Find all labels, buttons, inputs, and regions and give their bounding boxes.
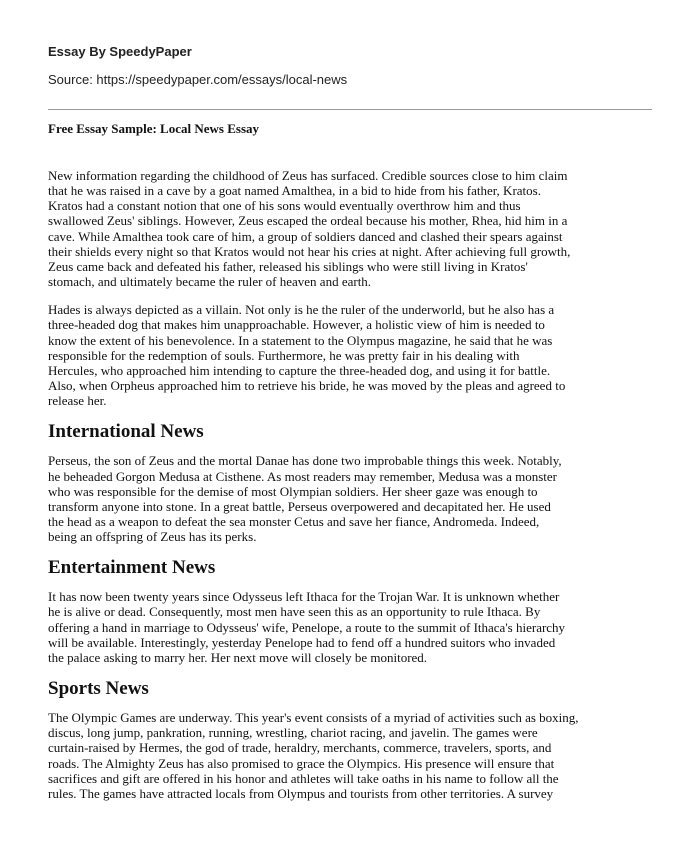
paragraph-line: he beheaded Gorgon Medusa at Cisthene. As most readers may remember, Medusa was a monster	[48, 468, 557, 484]
paragraph-line: transform anyone into stone. In a great battle, Perseus overpowered and decapitated her. He used	[48, 498, 551, 514]
paragraph-odysseus	[48, 589, 660, 665]
paragraph-line: swallowed Zeus' siblings. However, Zeus escaped the ordeal because his mother, Rhea, hid him in a	[48, 213, 568, 229]
paragraph-zeus-childhood	[48, 168, 660, 289]
paragraph-line: will be available. Interestingly, yesterday Penelope had to fend off a hundred suitors who invaded	[48, 634, 556, 650]
paragraph-line: that he was raised in a cave by a goat named Amalthea, in a bid to hide from his father, Kratos.	[48, 183, 541, 199]
paragraph-line: roads. The Almighty Zeus has also promised to grace the Olympics. His presence will ensure that	[48, 755, 555, 771]
paragraph-olympics	[48, 710, 660, 801]
heading-entertainment-news: Entertainment News	[48, 557, 216, 579]
essay-body	[48, 168, 660, 814]
paragraph-line: know the extent of his benevolence. In a statement to the Olympus magazine, he said that he was	[48, 332, 553, 348]
paragraph-line: their shields every night so that Kratos would not hear his cries at night. After achieving full growth,	[48, 243, 571, 259]
paragraph-line: discus, long jump, pankration, running, wrestling, chariot racing, and javelin. The games were	[48, 725, 538, 741]
paragraph-line: Hercules, who approached him intending to capture the three-headed dog, and using it for battle.	[48, 362, 551, 378]
paragraph-line: rules. The games have attracted locals from Olympus and tourists from other territories. A survey	[48, 785, 554, 801]
paragraph-line: Hades is always depicted as a villain. Not only is he the ruler of the underworld, but he also has a	[48, 302, 555, 318]
paragraph-line: the palace asking to marry her. Her next move will closely be monitored.	[48, 649, 428, 665]
paragraph-line: cave. While Amalthea took care of him, a group of soldiers danced and clashed their spears against	[48, 228, 563, 244]
paragraph-line: stomach, and ultimately became the ruler of heaven and earth.	[48, 274, 372, 290]
heading-international-news: International News	[48, 421, 204, 443]
paragraph-line: New information regarding the childhood of Zeus has surfaced. Credible sources close to him claim	[48, 168, 568, 183]
paragraph-line: Zeus came back and defeated his father, released his siblings who were still living in Kratos'	[48, 258, 528, 274]
paragraph-line: sacrifices and gift are offered in his honor and athletes will take oaths in his name to follow all the	[48, 770, 559, 786]
header-divider	[48, 109, 652, 110]
paragraph-line: he is alive or dead. Consequently, most men have seen this as an opportunity to rule Ithaca. By	[48, 604, 541, 620]
paragraph-line: Perseus, the son of Zeus and the mortal Danae has done two improbable things this week. Notably,	[48, 453, 562, 469]
source-line: Source: https://speedypaper.com/essays/local-news	[48, 72, 348, 87]
paragraph-line: who was responsible for the demise of most Olympian soldiers. Her sheer gaze was enough to	[48, 483, 538, 499]
paragraph-line: Kratos had a constant notion that one of his sons would eventually overthrow him and thus	[48, 198, 521, 214]
paragraph-line: offering a hand in marriage to Odysseus' wife, Penelope, a route to the summit of Ithaca's hierarchy	[48, 619, 566, 635]
paragraph-line: Also, when Orpheus approached him to retrieve his bride, he was moved by the pleas and agreed to	[48, 378, 566, 394]
paragraph-line: being an offspring of Zeus has its perks.	[48, 529, 257, 545]
paragraph-line: the head as a weapon to defeat the sea monster Cetus and save her fiance, Andromeda. Indeed,	[48, 513, 540, 529]
paragraph-perseus	[48, 453, 660, 544]
paragraph-line: responsible for the redemption of souls. Furthermore, he was pretty fair in his dealing with	[48, 347, 520, 363]
paragraph-hades	[48, 302, 660, 408]
paragraph-line: The Olympic Games are underway. This year's event consists of a myriad of activities such as boxing,	[48, 710, 579, 726]
paragraph-line: release her.	[48, 393, 107, 409]
paragraph-line: It has now been twenty years since Odysseus left Ithaca for the Trojan War. It is unknown whether	[48, 589, 560, 605]
paragraph-line: curtain-raised by Hermes, the god of trade, heraldry, merchants, commerce, travelers, sports, and	[48, 740, 552, 756]
heading-sports-news: Sports News	[48, 678, 149, 700]
paragraph-line: three-headed dog that makes him unapproachable. However, a holistic view of him is needed to	[48, 317, 545, 333]
document-header-title: Essay By SpeedyPaper	[48, 44, 192, 59]
essay-title: Free Essay Sample: Local News Essay	[48, 121, 260, 136]
